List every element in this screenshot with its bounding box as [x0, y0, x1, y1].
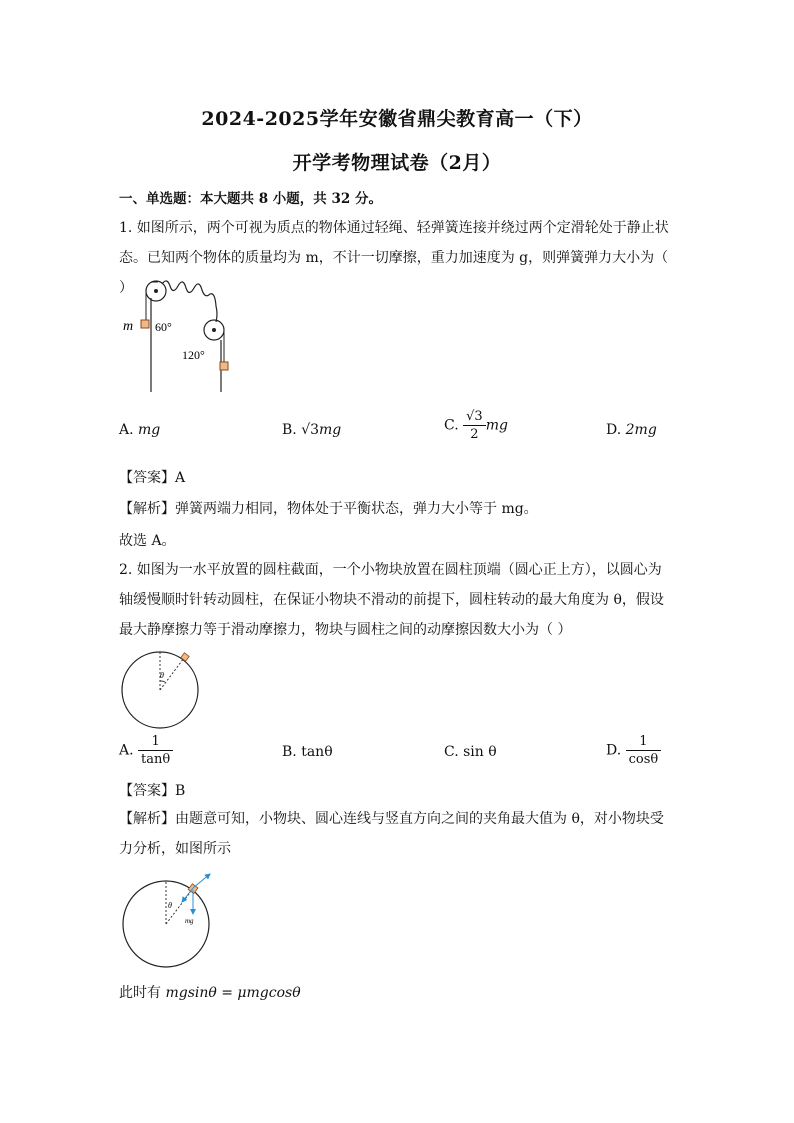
analysis-tag: 【解析】 — [119, 811, 175, 827]
q2-option-c[interactable] — [444, 744, 497, 760]
option-a-label: A. — [119, 422, 134, 438]
equation: mgsinθ = μmgcosθ — [165, 985, 301, 1001]
q2-line1: 2. 如图为一水平放置的圆柱截面，一个小物块放置在圆柱顶端（圆心正上方），以圆心为 — [119, 562, 662, 578]
q2-line2: 轴缓慢顺时针转动圆柱，在保证小物块不滑动的前提下，圆柱转动的最大角度为 θ，假设 — [119, 592, 664, 608]
q2-option-d[interactable] — [606, 733, 661, 768]
q2-option-b[interactable] — [282, 744, 333, 760]
answer-tag: 【答案】 — [119, 470, 175, 486]
option-c-denominator: 2 — [470, 427, 479, 442]
analysis-tag: 【解析】 — [119, 501, 175, 517]
answer-value: A — [175, 470, 186, 486]
q2-line3: 最大静摩擦力等于滑动摩擦力，物块与圆柱之间的动摩擦因数大小为（ ） — [119, 622, 572, 638]
mg-label: mg — [185, 917, 194, 925]
option-c-text: mg — [485, 417, 508, 434]
angle-60-label: 60° — [155, 320, 172, 334]
option-c-label: C. — [444, 744, 459, 760]
q1-line1: 1. 如图所示，两个可视为质点的物体通过轻绳、轻弹簧连接并绕过两个定滑轮处于静止状 — [119, 220, 669, 236]
analysis-line2: 力分析，如图所示 — [119, 841, 231, 857]
q1-analysis — [119, 498, 538, 518]
q2-equation-line — [119, 982, 301, 1002]
option-c-label: C. — [444, 417, 459, 434]
support-force-arrow — [193, 874, 210, 888]
theta-label: θ — [168, 901, 172, 910]
analysis-text: 弹簧两端力相同，物体处于平衡状态，弹力大小等于 mg。 — [175, 501, 538, 517]
q2-stem — [119, 555, 679, 645]
q1-conclusion: 故选 A。 — [119, 533, 176, 549]
right-mass-block — [220, 362, 228, 370]
q2-cylinder-figure — [118, 648, 208, 733]
section-heading: 一、单选题：本大题共 8 小题，共 32 分。 — [119, 191, 382, 207]
option-b-text: mg — [319, 422, 342, 438]
q1-option-a[interactable] — [119, 422, 160, 438]
option-b-text: tanθ — [301, 744, 333, 760]
option-a-fraction — [138, 733, 173, 768]
option-a-label: A. — [119, 742, 134, 759]
q1-option-b[interactable] — [282, 422, 341, 438]
option-c-text: sin θ — [463, 744, 497, 760]
option-d-label: D. — [606, 422, 622, 438]
option-b-label: B. — [282, 744, 297, 760]
q1-answer — [119, 467, 185, 487]
equation-prefix: 此时有 — [119, 985, 166, 1001]
option-a-numerator: 1 — [138, 733, 173, 751]
option-d-label: D. — [606, 742, 622, 759]
friction-arrow — [182, 888, 193, 902]
q2-force-diagram — [118, 870, 218, 970]
q1-line2: 态。已知两个物体的质量均为 m，不计一切摩擦，重力加速度为 g，则弹簧弹力大小为（ ） — [119, 250, 669, 296]
q1-option-c[interactable] — [444, 408, 508, 443]
option-c-numerator: √3 — [463, 408, 486, 426]
answer-tag: 【答案】 — [119, 783, 175, 799]
q2-answer — [119, 780, 185, 800]
option-a-text: mg — [138, 422, 161, 438]
q2-analysis — [119, 804, 679, 864]
option-d-fraction — [626, 733, 662, 768]
option-d-numerator: 1 — [626, 733, 662, 751]
q2-option-a[interactable] — [119, 733, 173, 768]
option-b-label: B. — [282, 422, 297, 438]
mass-label: m — [123, 319, 134, 334]
angle-120-label: 120° — [182, 348, 205, 362]
exam-title-line1: 2024-2025学年安徽省鼎尖教育高一（下） — [201, 108, 593, 130]
theta-label: θ — [160, 671, 164, 680]
q1-option-d[interactable] — [606, 422, 657, 438]
q1-pulley-figure — [118, 278, 248, 398]
option-d-denominator: cosθ — [628, 752, 659, 767]
answer-value: B — [175, 783, 186, 799]
option-a-denominator: tanθ — [141, 752, 171, 767]
exam-title-line2: 开学考物理试卷（2月） — [292, 152, 502, 174]
option-b-root: √3 — [301, 422, 320, 438]
analysis-line1: 由题意可知，小物块、圆心连线与竖直方向之间的夹角最大值为 θ，对小物块受 — [175, 811, 664, 827]
left-mass-block — [141, 320, 149, 328]
option-d-text: 2mg — [625, 422, 657, 438]
option-c-fraction — [463, 408, 486, 443]
